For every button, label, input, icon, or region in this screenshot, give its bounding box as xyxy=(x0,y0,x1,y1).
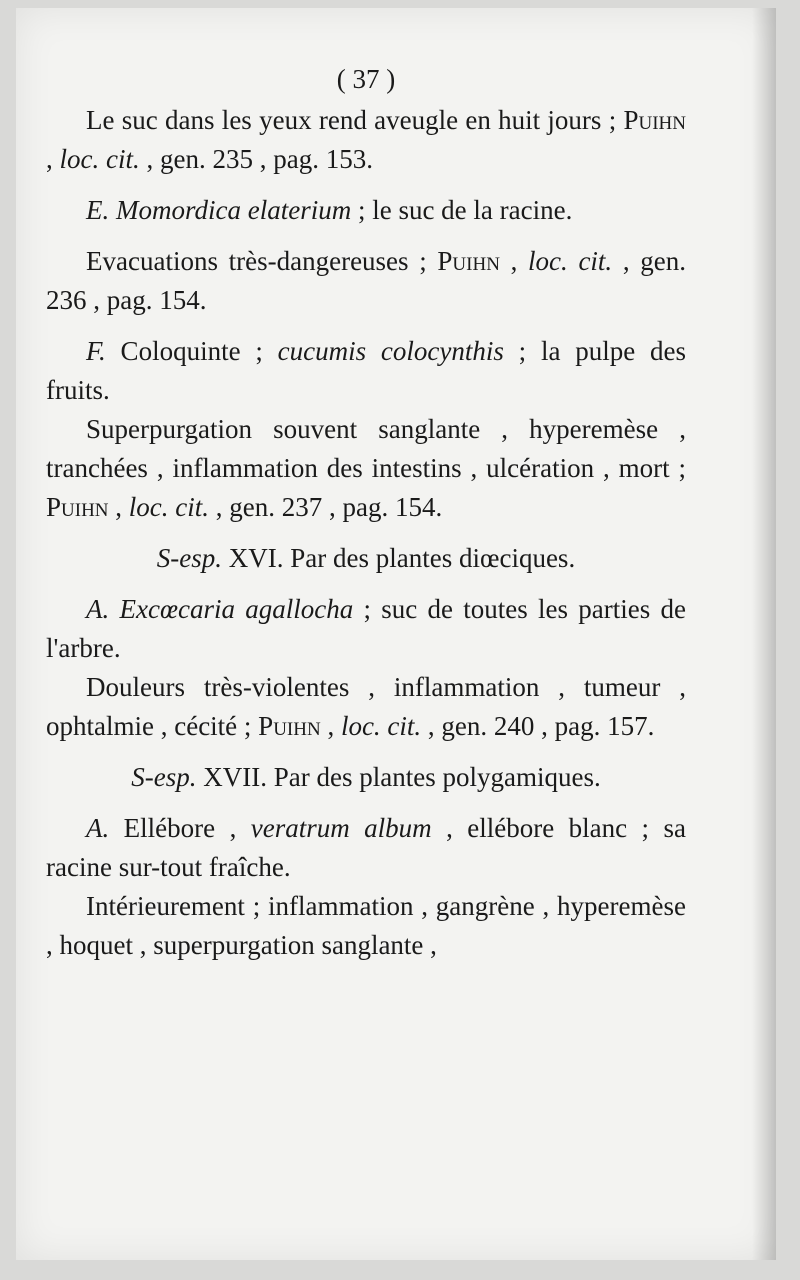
italic-text: S-esp. xyxy=(156,543,223,573)
italic-text: E. Momordica elaterium xyxy=(86,195,352,225)
text-run: , xyxy=(320,711,341,741)
text-run: , xyxy=(46,144,60,174)
author-name: Puihn xyxy=(623,105,686,135)
italic-text: A. xyxy=(86,813,110,843)
author-name: Puihn xyxy=(46,492,109,522)
text-run: , gen. 240 , pag. 157. xyxy=(421,711,655,741)
text-run: ; suc de toutes les parties de l'arbre. xyxy=(46,594,686,663)
text-run: , gen. 236 , pag. 154. xyxy=(46,246,687,315)
text-run: , xyxy=(499,246,529,276)
page-text xyxy=(46,60,686,965)
text-run: Evacuations très-dangereuses ; xyxy=(86,246,438,276)
paragraph xyxy=(46,191,686,230)
text-run: , gen. 237 , pag. 154. xyxy=(209,492,443,522)
paragraph xyxy=(46,809,686,887)
text-run: XVII. Par des plantes polygamiques. xyxy=(196,762,601,792)
paragraph xyxy=(46,590,686,668)
text-run: Le suc dans les yeux rend aveugle en huit jours ; xyxy=(86,105,624,135)
author-name: Puihn xyxy=(437,246,500,276)
section-heading xyxy=(46,539,686,578)
text-run: ; la pulpe des fruits. xyxy=(46,336,686,405)
text-run: Coloquinte ; xyxy=(105,336,278,366)
paragraph xyxy=(46,101,686,179)
author-name: Puihn xyxy=(258,711,321,741)
italic-text: loc. cit. xyxy=(528,246,613,276)
paragraph xyxy=(46,242,686,320)
book-page xyxy=(16,8,776,1260)
page-number: ( 37 ) xyxy=(336,64,396,94)
text-run: , xyxy=(108,492,129,522)
page-edge-shadow xyxy=(752,8,776,1260)
section-heading xyxy=(46,758,686,797)
text-run: Superpurgation souvent sanglante , hyperemèse , tranchées , inflammation des intestins , ulcération , mort ; xyxy=(46,414,686,483)
italic-text: loc. cit. xyxy=(340,711,422,741)
text-run: Douleurs très-violentes , inflammation , tumeur , ophtalmie , cécité ; xyxy=(46,672,686,741)
text-run: , ellébore blanc ; sa racine sur-tout fraîche. xyxy=(46,813,686,882)
paragraph xyxy=(46,332,686,410)
italic-text: A. Excœcaria agallocha xyxy=(86,594,354,624)
italic-text: loc. cit. xyxy=(59,144,140,174)
italic-text: S-esp. xyxy=(131,762,197,792)
italic-text: cucumis colocynthis xyxy=(277,336,504,366)
text-run: Intérieurement ; inflammation , gangrène , hyperemèse , hoquet , superpurgation sanglante , xyxy=(46,891,686,960)
italic-text: veratrum album xyxy=(250,813,432,843)
italic-text: loc. cit. xyxy=(128,492,209,522)
text-run: ; le suc de la racine. xyxy=(351,195,573,225)
italic-text: F. xyxy=(86,336,106,366)
text-run: XVI. Par des plantes diœciques. xyxy=(222,543,576,573)
text-run: , gen. 235 , pag. 153. xyxy=(139,144,373,174)
paragraph xyxy=(46,887,686,965)
paragraph xyxy=(46,668,686,746)
paragraph xyxy=(46,410,686,527)
text-run: Ellébore , xyxy=(109,813,251,843)
